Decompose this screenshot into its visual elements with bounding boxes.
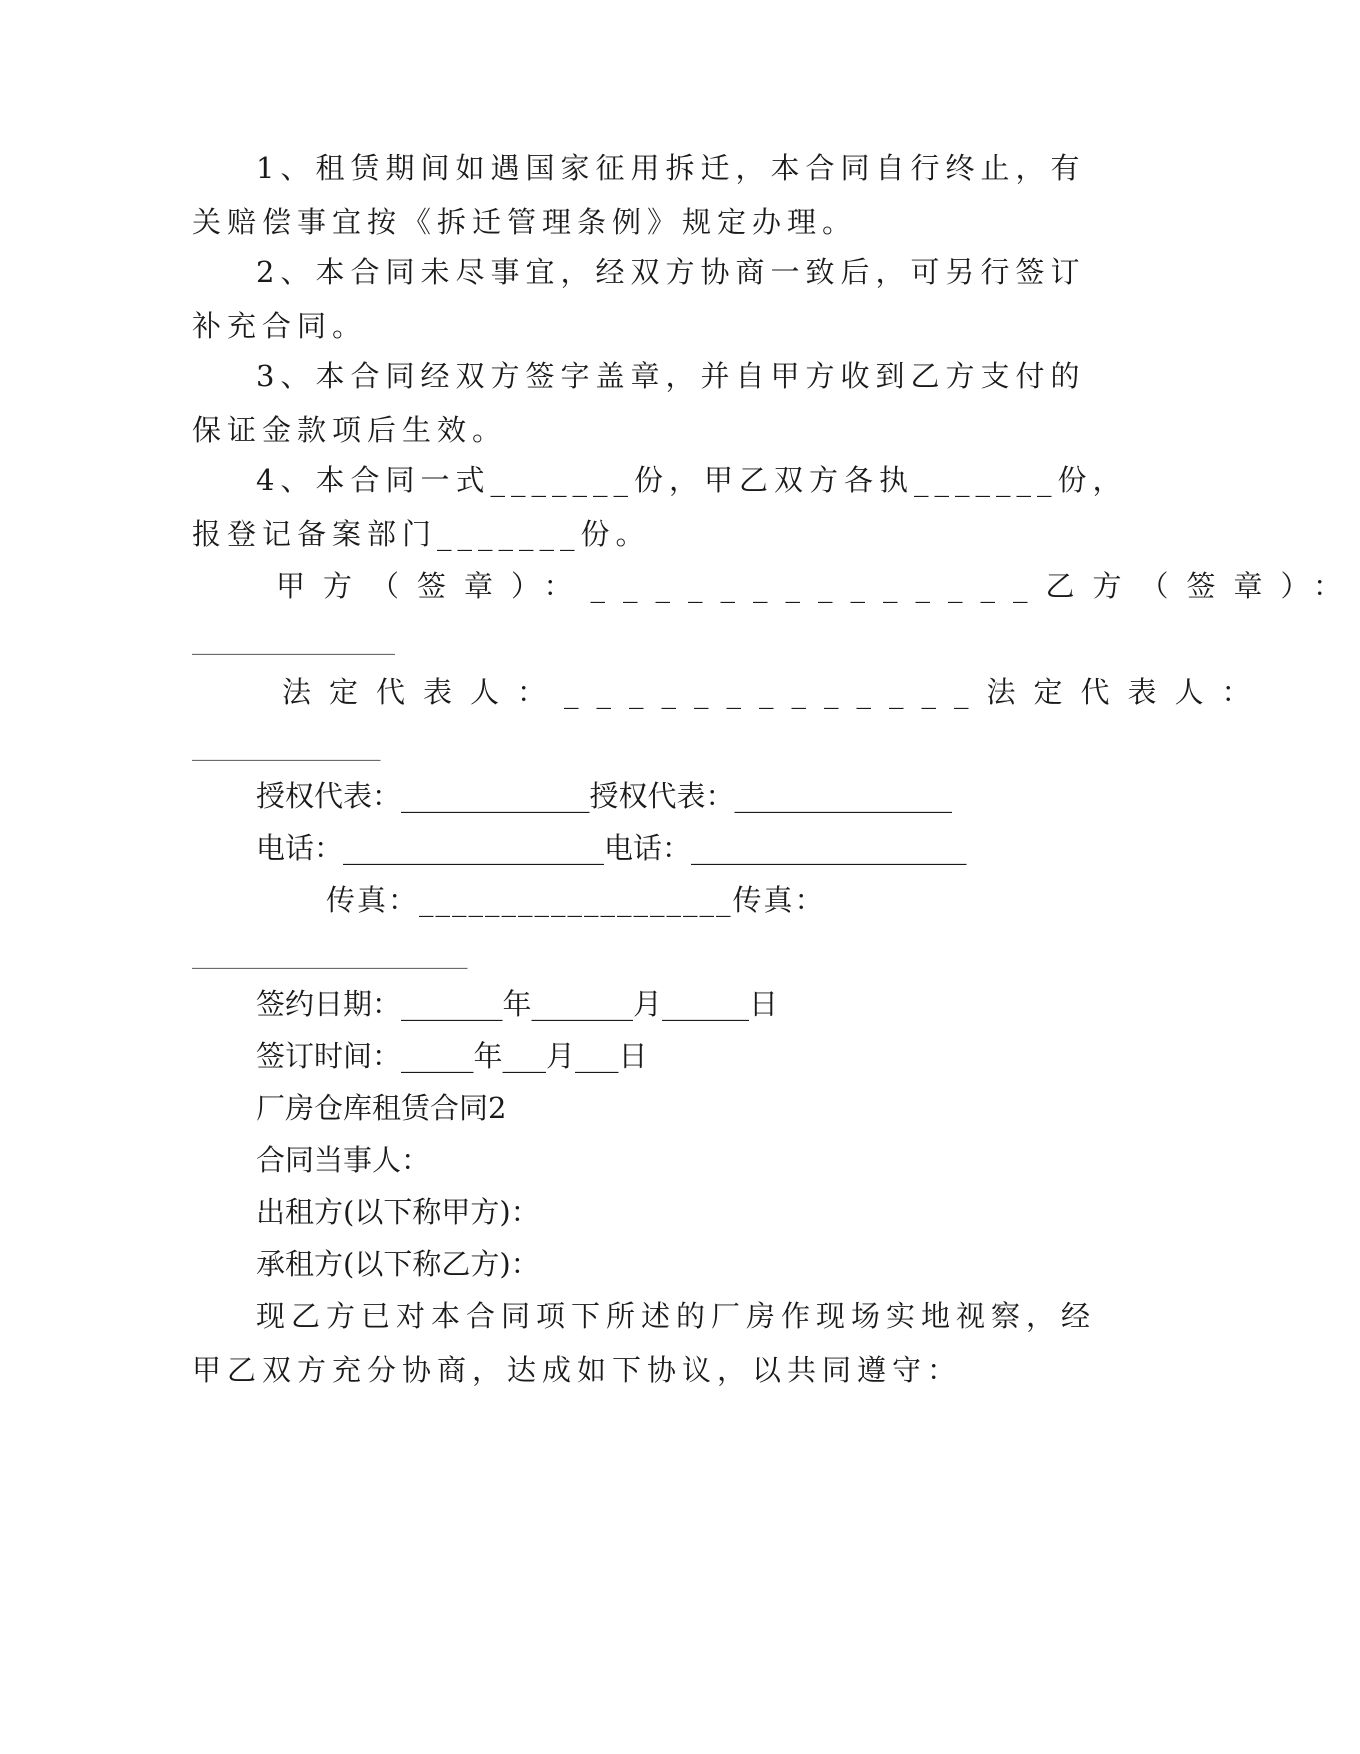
legal-representative-line: 法定代表人：_____________法定代表人： — [282, 675, 1269, 709]
agreement-intro-line-1: 现乙方已对本合同项下所述的厂房作现场实地视察，经 — [256, 1299, 1097, 1333]
contract-parties-heading: 合同当事人： — [256, 1143, 431, 1177]
clause-3-line-2: 保证金款项后生效。 — [192, 413, 508, 447]
legal-representative-blank: _____________ — [192, 727, 381, 761]
clause-4-line-1: 4、本合同一式_______份，甲乙双方各执_______份， — [256, 463, 1128, 497]
authorized-representative-line: 授权代表：_____________授权代表：_______________ — [256, 779, 953, 813]
fax-line: 传真：___________________传真： — [326, 883, 826, 917]
clause-1-line-1: 1、租赁期间如遇国家征用拆迁，本合同自行终止，有 — [256, 151, 1086, 185]
fax-blank: ___________________ — [192, 935, 468, 969]
clause-2-line-1: 2、本合同未尽事宜，经双方协商一致后，可另行签订 — [256, 255, 1086, 289]
clause-1-line-2: 关赔偿事宜按《拆迁管理条例》规定办理。 — [192, 205, 858, 239]
phone-line: 电话：__________________电话：___________________ — [256, 831, 967, 865]
clause-2-line-2: 补充合同。 — [192, 309, 368, 343]
signing-date-line: 签约日期：_______年_______月______日 — [256, 987, 779, 1021]
contract-title-2: 厂房仓库租赁合同2 — [256, 1091, 507, 1125]
clause-4-line-2: 报登记备案部门_______份。 — [192, 517, 651, 551]
agreement-intro-line-2: 甲乙双方充分协商，达成如下协议，以共同遵守： — [192, 1353, 963, 1387]
clause-3-line-1: 3、本合同经双方签字盖章，并自甲方收到乙方支付的 — [256, 359, 1086, 393]
lessor-line: 出租方(以下称甲方)： — [256, 1195, 540, 1229]
party-b-seal-blank: ______________ — [192, 621, 395, 655]
lessee-line: 承租方(以下称乙方)： — [256, 1247, 540, 1281]
signing-time-line: 签订时间：_____年___月___日 — [256, 1039, 648, 1073]
party-a-seal-line: 甲方（签章）：______________乙方（签章）： — [276, 569, 1360, 603]
